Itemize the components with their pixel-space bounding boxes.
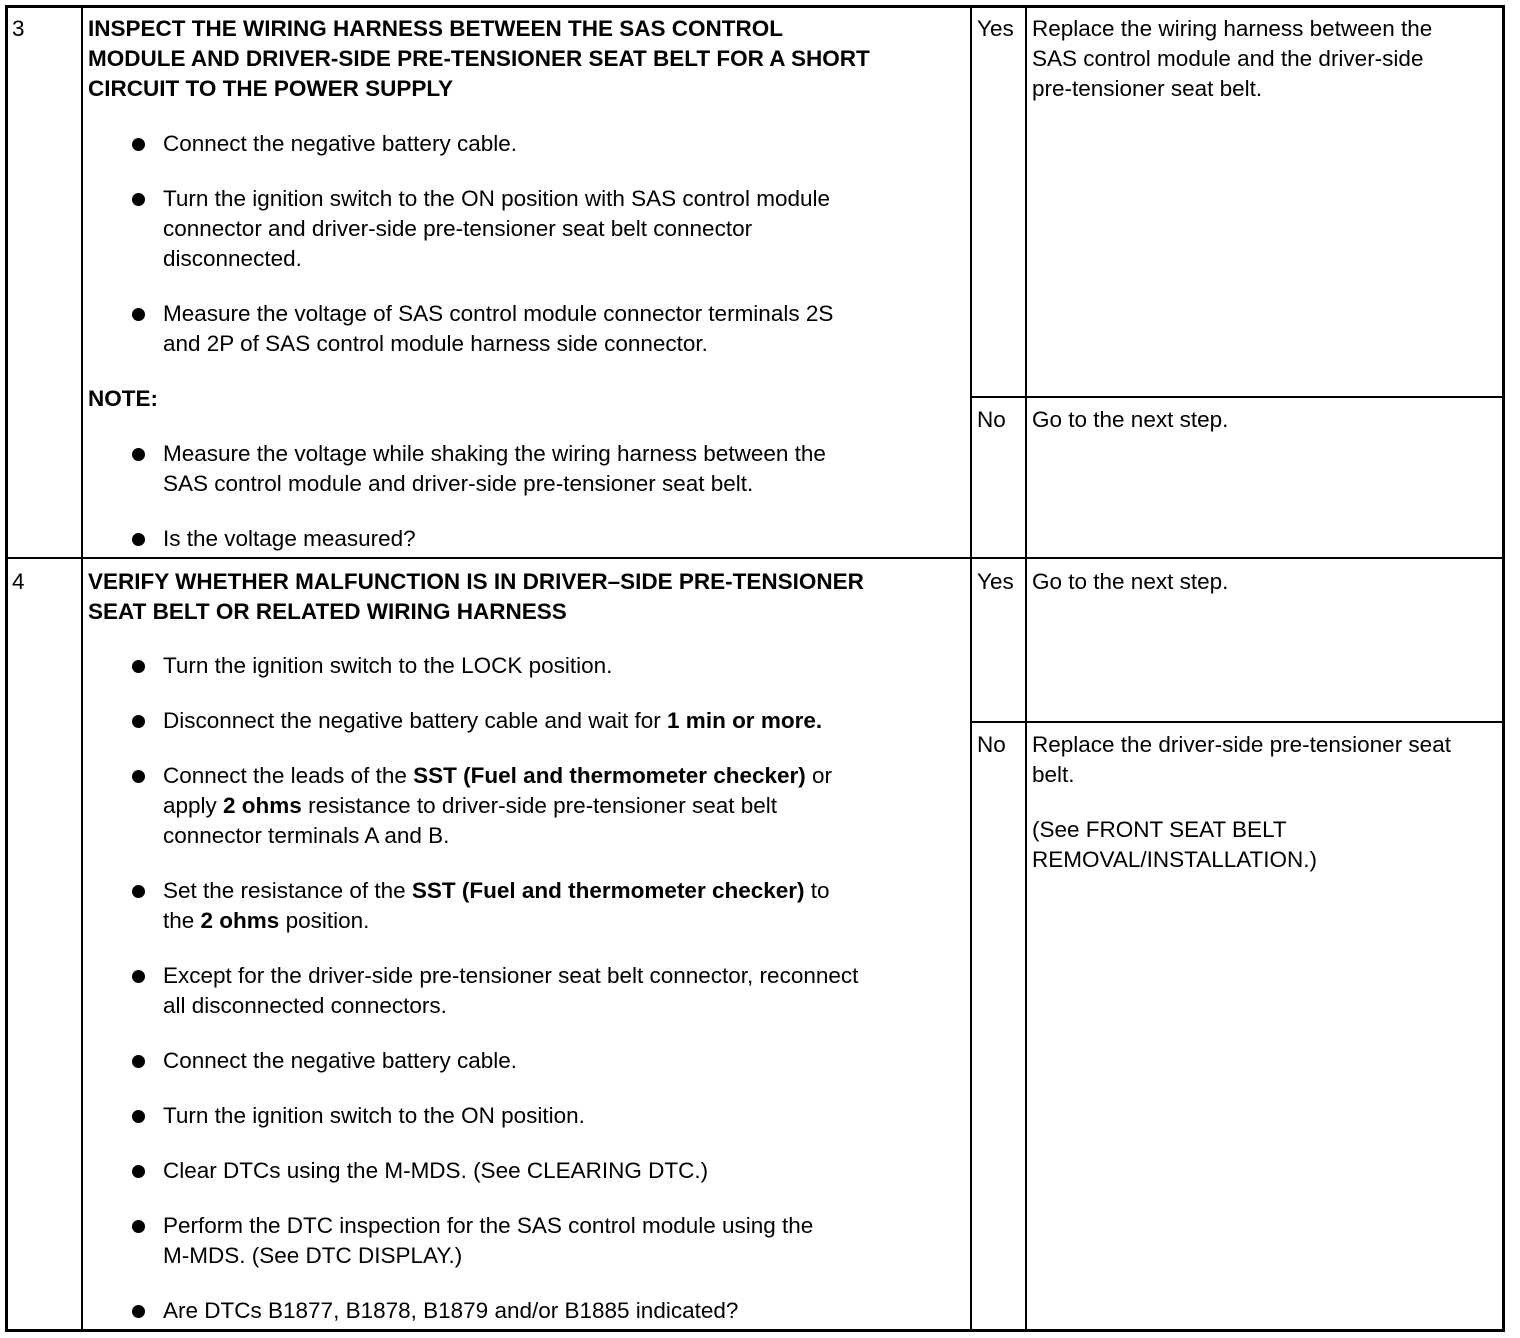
no-label: No: [977, 732, 1006, 757]
no-reference: REMOVAL/INSTALLATION.): [1032, 847, 1318, 872]
instruction-text: apply 2 ohms resistance to driver-side pre-tensioner seat belt: [163, 793, 778, 818]
column-divider-step: [81, 6, 83, 1331]
question-text: Is the voltage measured?: [163, 526, 416, 551]
yes-action: SAS control module and the driver-side: [1032, 46, 1424, 71]
result-divider-step4: [971, 721, 1505, 723]
result-divider-step3: [971, 396, 1505, 398]
yes-action: Replace the wiring harness between the: [1032, 16, 1433, 41]
note-label: NOTE:: [88, 386, 158, 411]
bullet-icon: [132, 138, 145, 151]
bullet-icon: [132, 1165, 145, 1178]
bullet-icon: [132, 448, 145, 461]
yes-action: pre-tensioner seat belt.: [1032, 76, 1263, 101]
no-action: belt.: [1032, 762, 1075, 787]
column-divider-action: [970, 6, 972, 1331]
bullet-icon: [132, 533, 145, 546]
bullet-icon: [132, 770, 145, 783]
bullet-icon: [132, 885, 145, 898]
step-number: 3: [12, 16, 25, 41]
instruction-text: Turn the ignition switch to the ON position.: [163, 1103, 585, 1128]
yes-action: Go to the next step.: [1032, 569, 1229, 594]
instruction-text: Turn the ignition switch to the LOCK position.: [163, 653, 613, 678]
instruction-text: M-MDS. (See DTC DISPLAY.): [163, 1243, 463, 1268]
step-heading-line: VERIFY WHETHER MALFUNCTION IS IN DRIVER–SIDE PRE-TENSIONER: [88, 569, 864, 594]
step-number: 4: [12, 569, 25, 594]
bullet-icon: [132, 193, 145, 206]
instruction-text: Perform the DTC inspection for the SAS control module using the: [163, 1213, 814, 1238]
instruction-text: the 2 ohms position.: [163, 908, 370, 933]
bullet-icon: [132, 1305, 145, 1318]
bullet-icon: [132, 715, 145, 728]
instruction-text: and 2P of SAS control module harness side connector.: [163, 331, 708, 356]
no-action: Replace the driver-side pre-tensioner seat: [1032, 732, 1451, 757]
column-divider-result: [1025, 6, 1027, 1331]
no-reference: (See FRONT SEAT BELT: [1032, 817, 1287, 842]
instruction-text: Measure the voltage while shaking the wiring harness between the: [163, 441, 826, 466]
bullet-icon: [132, 1055, 145, 1068]
instruction-text: connector and driver-side pre-tensioner seat belt connector: [163, 216, 753, 241]
instruction-text: Set the resistance of the SST (Fuel and thermometer checker) to: [163, 878, 830, 903]
question-text: Are DTCs B1877, B1878, B1879 and/or B1885 indicated?: [163, 1298, 739, 1323]
instruction-text: connector terminals A and B.: [163, 823, 450, 848]
yes-label: Yes: [977, 569, 1014, 594]
step-heading-line: MODULE AND DRIVER-SIDE PRE-TENSIONER SEAT BELT FOR A SHORT: [88, 46, 870, 71]
instruction-text: Measure the voltage of SAS control module connector terminals 2S: [163, 301, 834, 326]
instruction-text: disconnected.: [163, 246, 302, 271]
row-divider: [6, 557, 1504, 559]
instruction-text: Turn the ignition switch to the ON position with SAS control module: [163, 186, 830, 211]
step-heading-line: INSPECT THE WIRING HARNESS BETWEEN THE SAS CONTROL: [88, 16, 784, 41]
instruction-text: Except for the driver-side pre-tensioner seat belt connector, reconnect: [163, 963, 859, 988]
no-label: No: [977, 407, 1006, 432]
step-heading-line: SEAT BELT OR RELATED WIRING HARNESS: [88, 599, 567, 624]
bullet-icon: [132, 660, 145, 673]
instruction-text: Connect the negative battery cable.: [163, 1048, 517, 1073]
bullet-icon: [132, 1220, 145, 1233]
instruction-text: Connect the negative battery cable.: [163, 131, 517, 156]
bullet-icon: [132, 308, 145, 321]
instruction-text: SAS control module and driver-side pre-tensioner seat belt.: [163, 471, 754, 496]
instruction-text: all disconnected connectors.: [163, 993, 447, 1018]
instruction-text: Connect the leads of the SST (Fuel and thermometer checker) or: [163, 763, 833, 788]
instruction-text: Clear DTCs using the M-MDS. (See CLEARING DTC.): [163, 1158, 709, 1183]
yes-label: Yes: [977, 16, 1014, 41]
instruction-text: Disconnect the negative battery cable and wait for 1 min or more.: [163, 708, 823, 733]
no-action: Go to the next step.: [1032, 407, 1229, 432]
bullet-icon: [132, 1110, 145, 1123]
bullet-icon: [132, 970, 145, 983]
step-heading-line: CIRCUIT TO THE POWER SUPPLY: [88, 76, 454, 101]
